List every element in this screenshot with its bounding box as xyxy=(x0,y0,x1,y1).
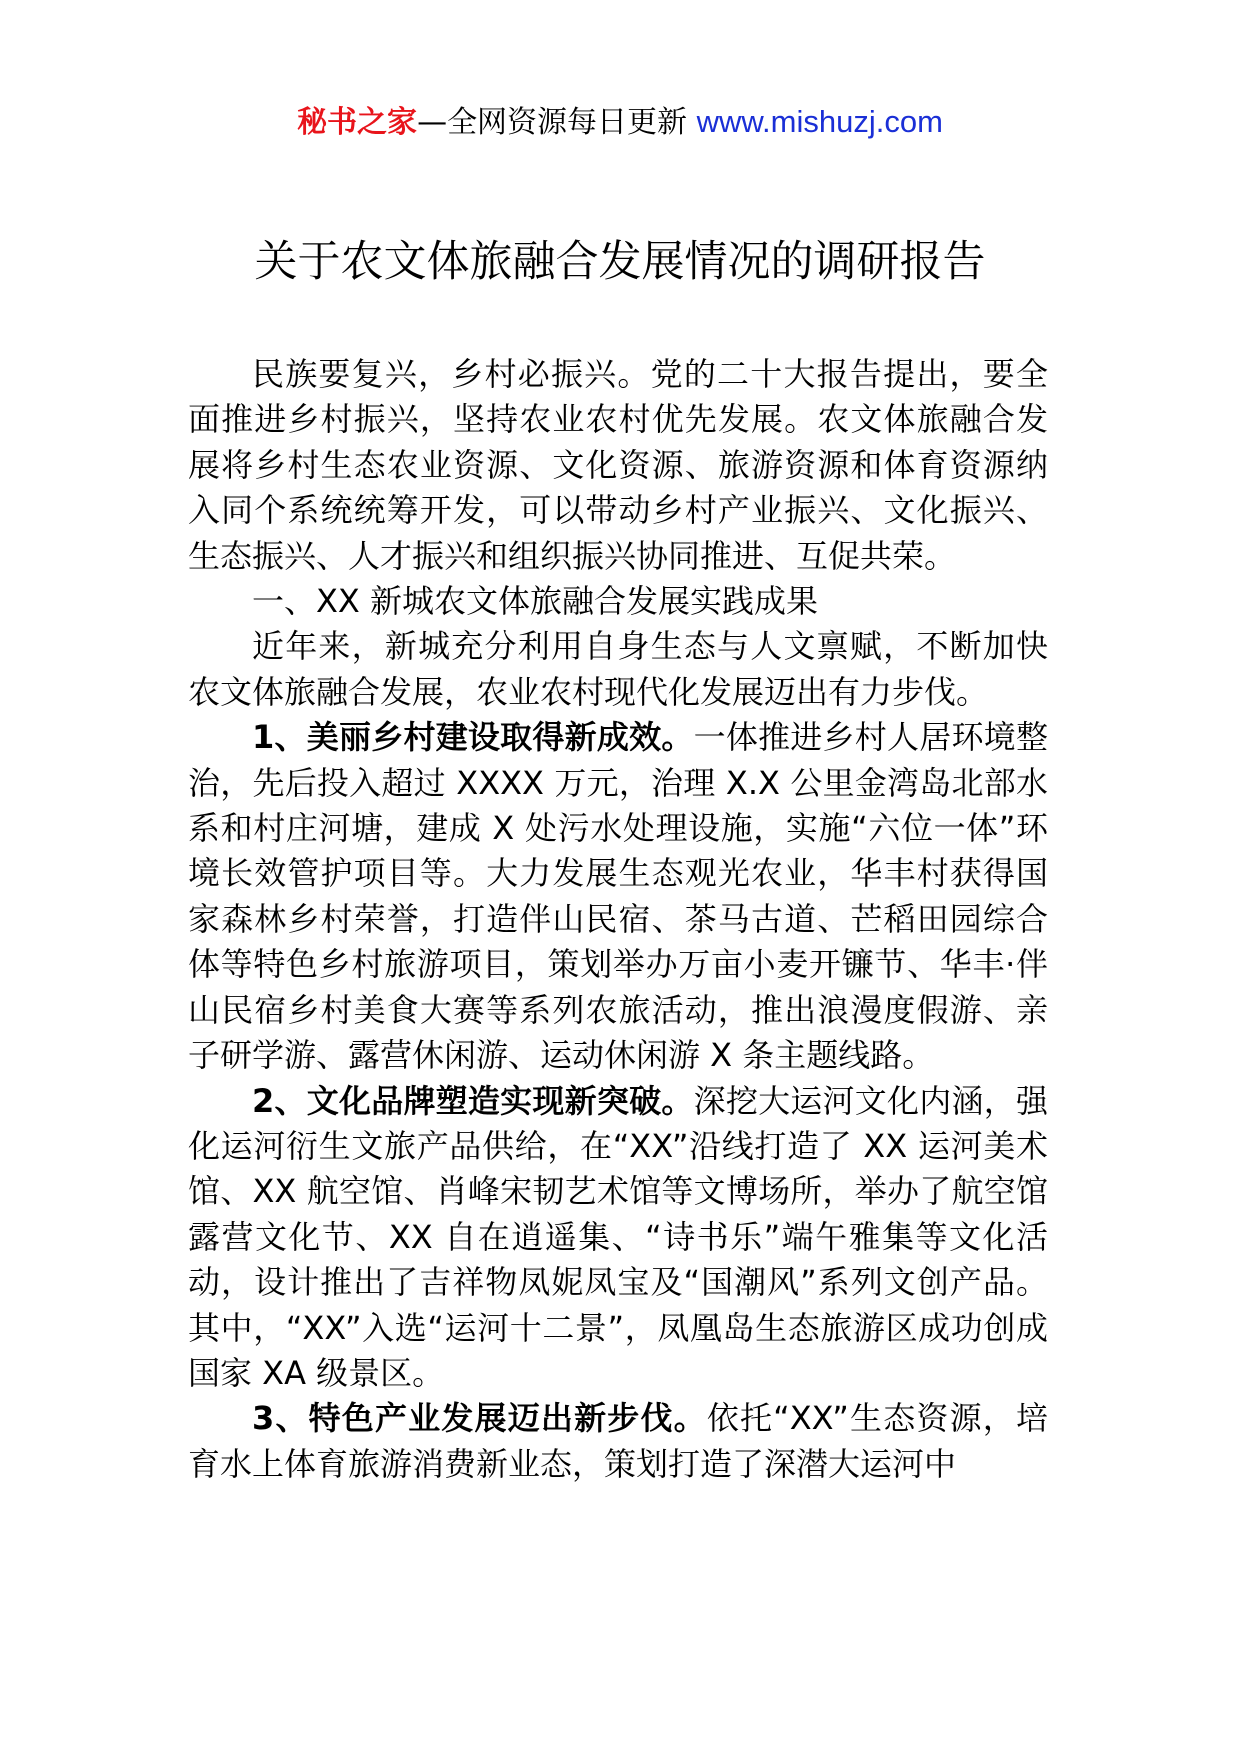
paragraph-section-intro xyxy=(188,624,1048,715)
document-body xyxy=(188,352,1048,1487)
paragraph-text: 民族要复兴，乡村必振兴。党的二十大报告提出，要全面推进乡村振兴，坚持农业农村优先发展。农文体旅融合发展将乡村生态农业资源、文化资源、旅游资源和体育资源纳入同个系统统筹开发，可以带动乡村产业振兴、文化振兴、生态振兴、人才振兴和组织振兴协同推进、互促共荣。 xyxy=(188,355,1048,575)
header-slogan: —全网资源每日更新 xyxy=(417,105,688,140)
item-lead-2: 2、文化品牌塑造实现新突破。 xyxy=(252,1081,694,1120)
paragraph-item-3 xyxy=(188,1396,1048,1487)
section-heading-1 xyxy=(188,579,1048,624)
site-url-link[interactable]: www.mishuzj.com xyxy=(696,104,943,139)
paragraph-text: 近年来，新城充分利用自身生态与人文禀赋，不断加快农文体旅融合发展，农业农村现代化发展迈出有力步伐。 xyxy=(188,627,1048,711)
brand-name: 秘书之家 xyxy=(297,105,418,140)
item-lead-3: 3、特色产业发展迈出新步伐。 xyxy=(252,1399,707,1438)
paragraph-item-1 xyxy=(188,715,1048,1078)
item-lead-1: 1、美丽乡村建设取得新成效。 xyxy=(252,718,694,757)
paragraph-text: 依托“XX”生态资源，培育水上体育旅游消费新业态，策划打造了深潜大运河中 xyxy=(188,1399,1048,1483)
paragraph-item-2 xyxy=(188,1079,1048,1397)
paragraph-text: 一体推进乡村人居环境整治，先后投入超过 XXXX 万元，治理 X.X 公里金湾岛北部水系和村庄河塘，建成 X 处污水处理设施，实施“六位一体”环境长效管护项目等。大力发展生态观光农业，华丰村获得国家森林乡村荣誉，打造伴山民宿、茶马古道、芒稻田园综合体等特色乡村旅游项目，策划举办万亩小麦开镰节、华丰·伴山民宿乡村美食大赛等系列农旅活动，推出浪漫度假游、亲子研学游、露营休闲游、运动休闲游 X 条主题线路。 xyxy=(188,718,1048,1075)
site-header xyxy=(0,100,1240,145)
paragraph-intro xyxy=(188,352,1048,579)
paragraph-text: 深挖大运河文化内涵，强化运河衍生文旅产品供给，在“XX”沿线打造了 XX 运河美术馆、XX 航空馆、肖峰宋韧艺术馆等文博场所，举办了航空馆露营文化节、XX 自在逍遥集、“诗书乐”端午雅集等文化活动，设计推出了吉祥物凤妮凤宝及“国潮风”系列文创产品。其中，“XX”入选“运河十二景”，凤凰岛生态旅游区成功创成国家 XA 级景区。 xyxy=(188,1081,1048,1392)
document-title: 关于农文体旅融合发展情况的调研报告 xyxy=(254,237,986,287)
section-heading-text: 一、XX 新城农文体旅融合发展实践成果 xyxy=(252,582,819,621)
